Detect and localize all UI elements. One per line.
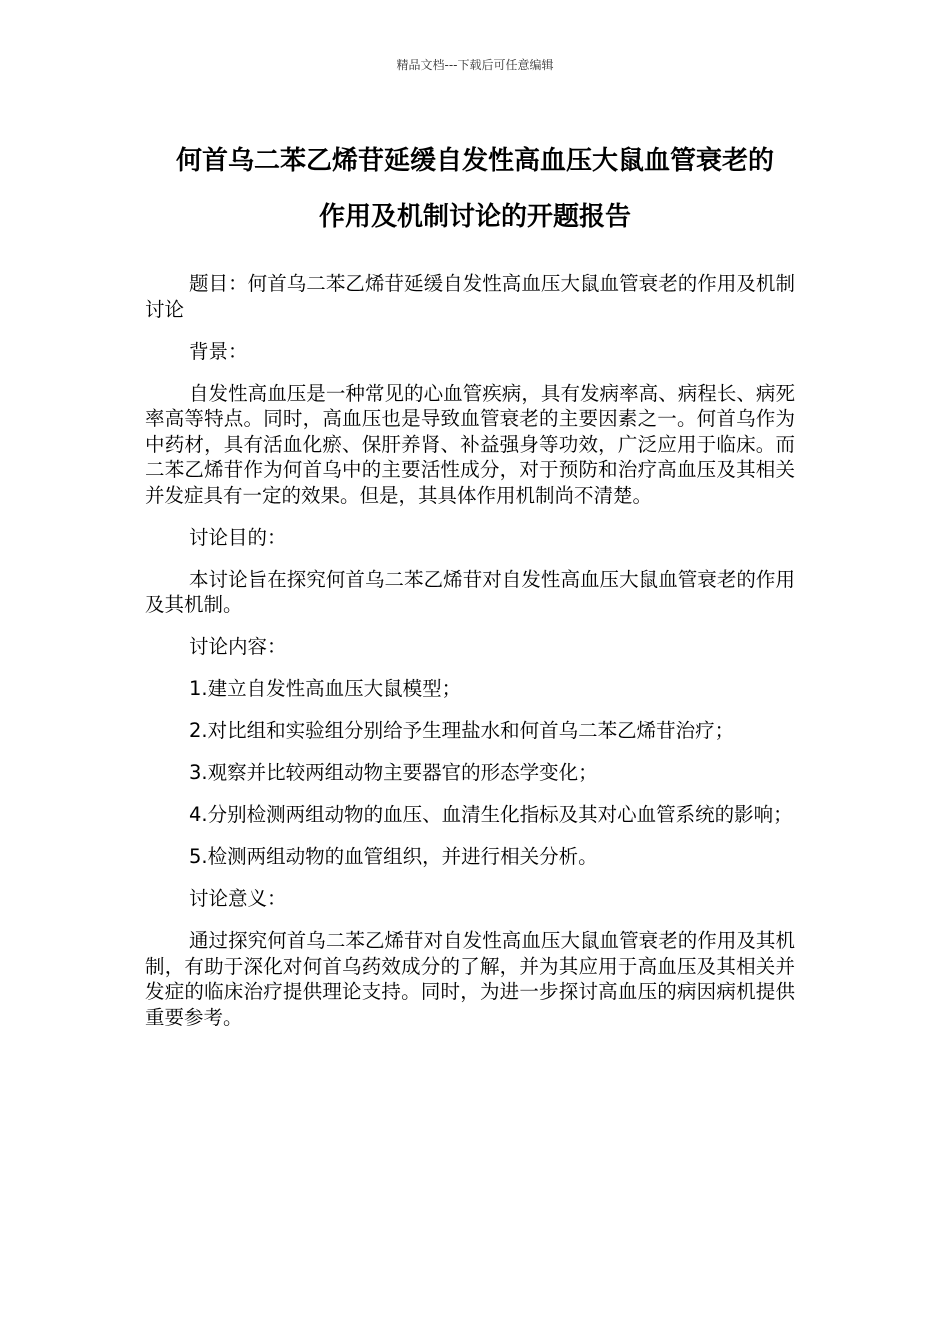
list-item: 2.对比组和实验组分别给予生理盐水和何首乌二苯乙烯苷治疗； <box>189 719 735 742</box>
title-line-2: 作用及机制讨论的开题报告 <box>318 202 631 232</box>
title-line-1: 何首乌二苯乙烯苷延缓自发性高血压大鼠血管衰老的 <box>175 146 774 176</box>
document-body <box>145 271 795 1047</box>
paragraph-significance: 通过探究何首乌二苯乙烯苷对自发性高血压大鼠血管衰老的作用及其机制，有助于深化对何首乌药效成分的了解，并为其应用于高血压及其相关并发症的临床治疗提供理论支持。同时，为进一步探讨高血压的病因病机提供重要参考。 <box>145 929 795 1029</box>
paragraph-background: 自发性高血压是一种常见的心血管疾病，具有发病率高、病程长、病死率高等特点。同时，高血压也是导致血管衰老的主要因素之一。何首乌作为中药材，具有活血化瘀、保肝养肾、补益强身等功效，广泛应用于临床。而二苯乙烯苷作为何首乌中的主要活性成分，对于预防和治疗高血压及其相关并发症具有一定的效果。但是，其具体作用机制尚不清楚。 <box>145 381 795 507</box>
paragraph-topic: 题目：何首乌二苯乙烯苷延缓自发性高血压大鼠血管衰老的作用及机制讨论 <box>145 272 795 321</box>
paragraph-purpose: 本讨论旨在探究何首乌二苯乙烯苷对自发性高血压大鼠血管衰老的作用及其机制。 <box>145 567 795 616</box>
heading-content: 讨论内容： <box>189 635 287 658</box>
list-item: 4.分别检测两组动物的血压、血清生化指标及其对心血管系统的影响； <box>189 803 793 826</box>
document-title <box>120 133 830 245</box>
heading-background: 背景： <box>189 339 248 363</box>
heading-significance: 讨论意义： <box>189 887 287 910</box>
header-note: 精品文档---下载后可任意编辑 <box>396 58 554 72</box>
list-item: 5.检测两组动物的血管组织，并进行相关分析。 <box>189 845 598 868</box>
list-item: 1.建立自发性高血压大鼠模型； <box>189 677 462 700</box>
list-item: 3.观察并比较两组动物主要器官的形态学变化； <box>189 761 598 784</box>
heading-purpose: 讨论目的： <box>189 525 287 549</box>
